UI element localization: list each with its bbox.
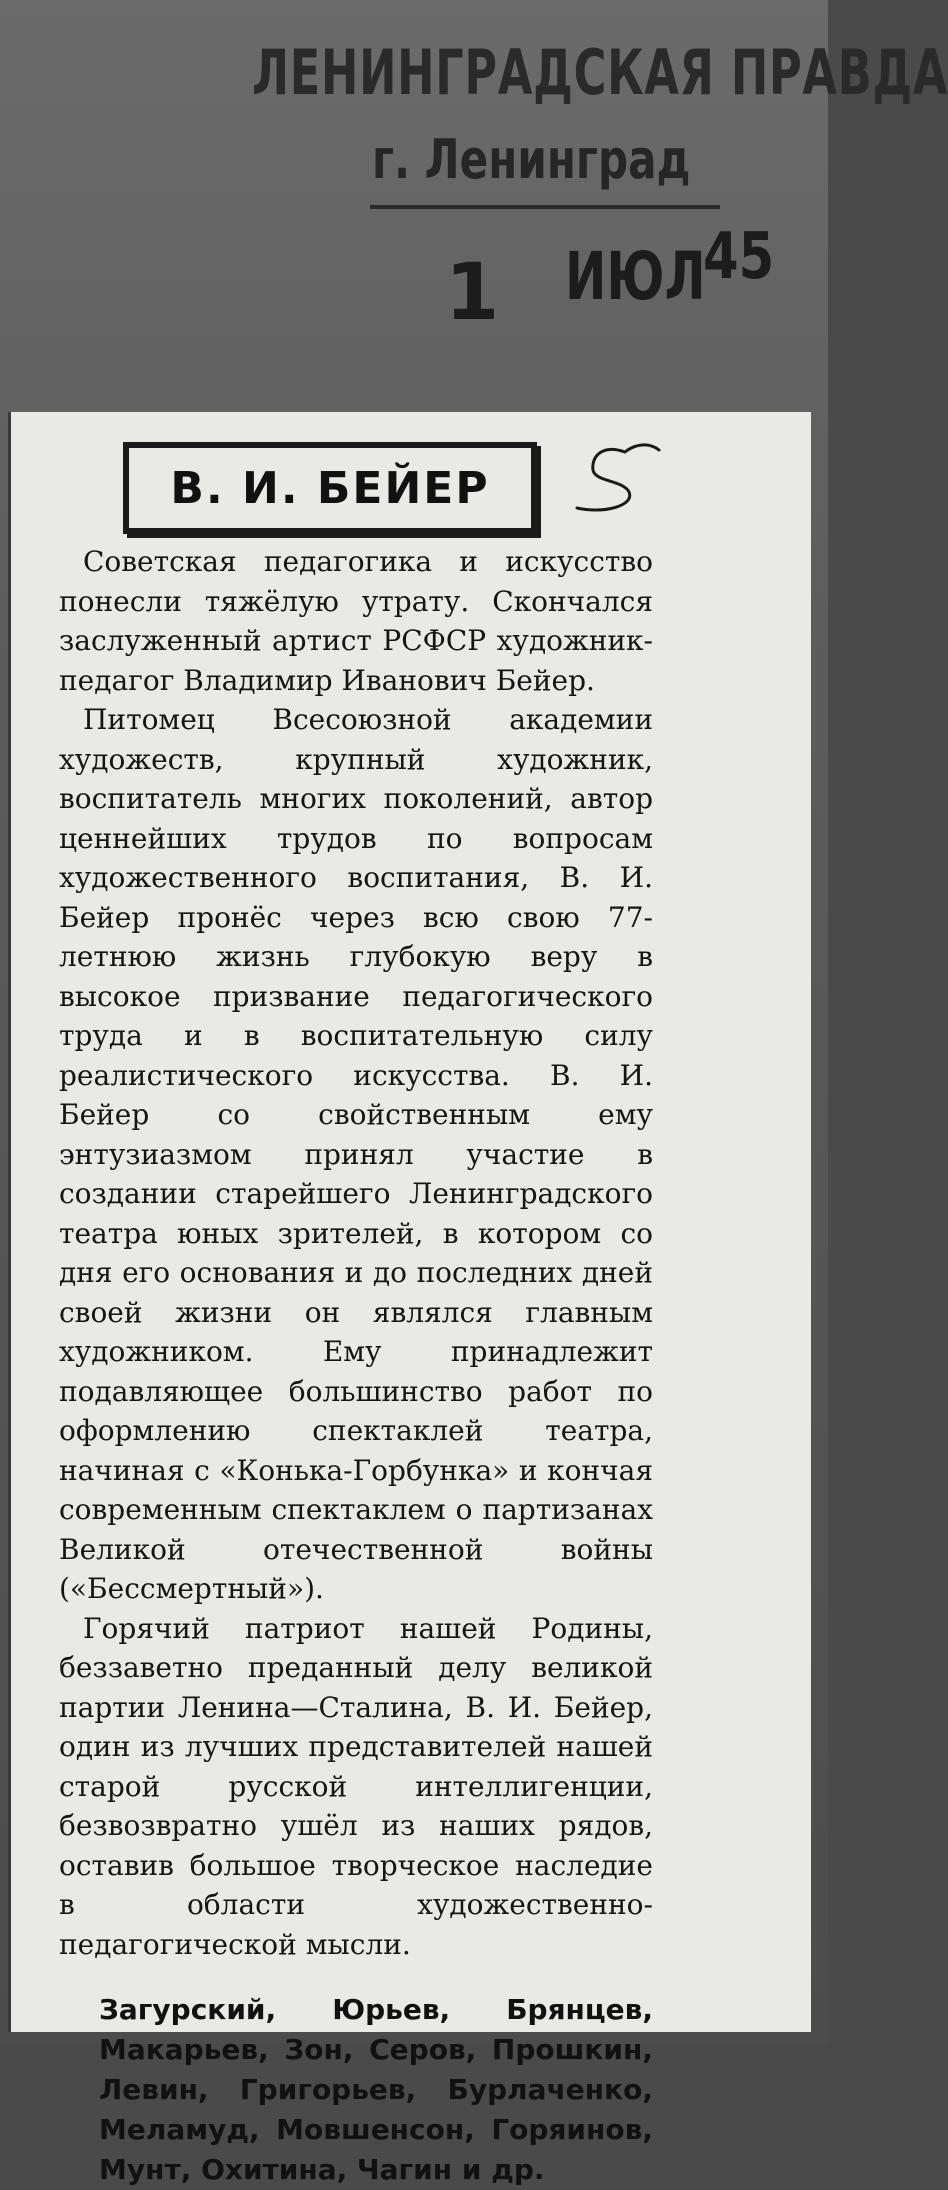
handwritten-annotation (563, 434, 673, 524)
article-paragraph: Питомец Всесоюзной академии художеств, крупный художник, воспитатель многих поколений, автор ценнейших трудов по вопросам художественного воспитания, В. И. Бейер пронёс через всю свою 77-летнюю жизнь глубокую веру в высокое призвание педагогического труда и в воспитательную силу реалистического искусства. В. И. Бейер со свойственным ему энтузиазмом принял участие в создании старейшего Ленинградского театра юных зрителей, в котором со дня его основания и до последних дней своей жизни он являлся главным художником. Ему принадлежит подавляющее большинство работ по оформлению спектаклей театра, начиная с «Конька-Горбунка» и кончая современным спектаклем о партизанах Великой отечественной войны («Бессмертный»). (59, 703, 653, 1605)
stamp-date-month: ИЮЛ (565, 238, 706, 315)
stamp-date-year: 45 (703, 220, 775, 294)
newspaper-stamp (0, 0, 948, 420)
article-paragraph: Советская педагогика и искусство понесли тяжёлую утрату. Скончался заслуженный артист РСФСР художник-педагог Владимир Иванович Бейер. (59, 545, 653, 697)
title-frame (123, 442, 537, 534)
article-signatures: Загурский, Юрьев, Брянцев, Макарьев, Зон, Серов, Прошкин, Левин, Григорьев, Бурлаченко, Меламуд, Мовшенсон, Горяинов, Мунт, Охитина, Чагин и др. (99, 1993, 653, 2186)
article-body (59, 542, 653, 2190)
stamp-city: г. Ленинград (372, 128, 691, 191)
stamp-date-day: 1 (445, 248, 500, 338)
article-paragraph: Горячий патриот нашей Родины, беззаветно преданный делу великой партии Ленина—Сталина, В. И. Бейер, один из лучших представителей нашей старой русской интеллигенции, безвозвратно ушёл из наших рядов, оставив большое творческое наследие в области художественно-педагогической мысли. (59, 1611, 653, 1961)
newspaper-clipping (8, 412, 811, 2186)
article-title: В. И. БЕЙЕР (170, 462, 490, 514)
stamp-underline (370, 205, 720, 209)
annotation-text: 5 (563, 434, 564, 435)
stamp-newspaper-name: ЛЕНИНГРАДСКАЯ ПРАВДА (252, 36, 948, 109)
